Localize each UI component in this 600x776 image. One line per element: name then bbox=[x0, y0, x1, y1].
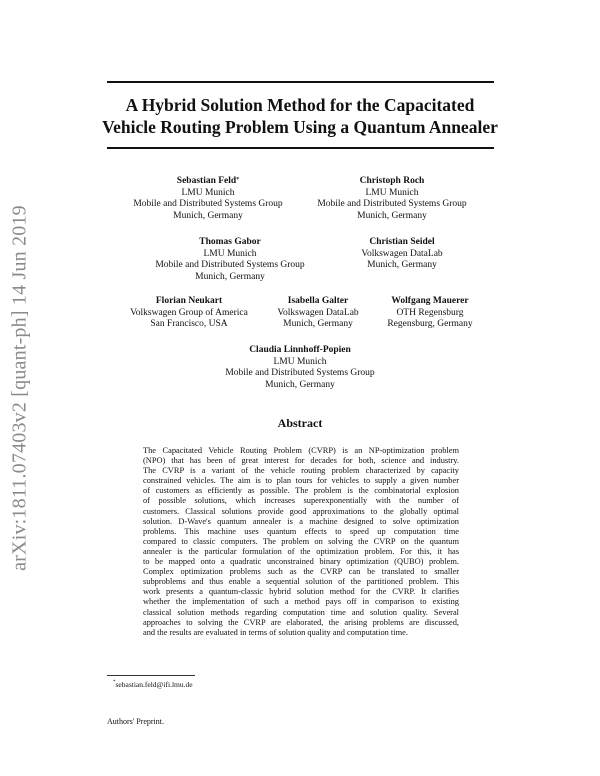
title-rule-top bbox=[107, 81, 494, 83]
author-affiliation: LMU Munich bbox=[181, 187, 235, 198]
author-affiliation: Mobile and Distributed Systems Group bbox=[133, 199, 283, 209]
author-name: Christian Seidel bbox=[369, 237, 435, 247]
author-block bbox=[380, 296, 480, 331]
abstract-line: of possible solutions, which increases superexponentially with the number of bbox=[143, 496, 459, 506]
author-affiliation: LMU Munich bbox=[365, 187, 419, 198]
author-affiliation: Mobile and Distributed Systems Group bbox=[317, 199, 467, 209]
abstract-line: to be mapped onto a quadratic unconstrained binary optimization (QUBO) problem. bbox=[143, 557, 459, 567]
abstract-line: customers. Classical solutions provide good approximations to the globally optimal bbox=[143, 506, 459, 516]
author-name: Wolfgang Mauerer bbox=[391, 296, 469, 306]
author-block bbox=[268, 296, 368, 331]
author-name: Claudia Linnhoff-Popien bbox=[249, 345, 351, 355]
author-affiliation: Munich, Germany bbox=[357, 210, 427, 221]
author-affiliation: Mobile and Distributed Systems Group bbox=[225, 368, 375, 378]
abstract-line: The CVRP is a variant of the vehicle routing problem characterized by capacity bbox=[143, 466, 459, 476]
abstract-line: annealer is the particular formulation of the optimization problem. For this, it has bbox=[143, 546, 459, 556]
abstract-line: whether the implementation of such a method pays off in comparison to existing bbox=[143, 597, 459, 607]
abstract-line: (NPO) that has been of great interest for decades for both, science and industry. bbox=[143, 456, 459, 466]
preprint-note: Authors' Preprint. bbox=[107, 717, 164, 726]
author-affiliation: Volkswagen DataLab bbox=[277, 307, 359, 318]
author-name: Thomas Gabor bbox=[199, 237, 261, 247]
author-affiliation: San Francisco, USA bbox=[150, 319, 228, 329]
author-affiliation: Munich, Germany bbox=[283, 319, 353, 329]
abstract-line: and the results are evaluated in terms of solution quality and computation time. bbox=[143, 627, 408, 637]
author-block bbox=[316, 176, 468, 222]
author-block bbox=[124, 296, 254, 331]
arxiv-id: arXiv:1811.07403v2 [quant-ph] 14 Jun 2019 bbox=[8, 205, 31, 571]
author-affiliation: Regensburg, Germany bbox=[387, 319, 473, 329]
author-affiliation: LMU Munich bbox=[273, 356, 327, 367]
author-affiliation: Munich, Germany bbox=[173, 210, 243, 221]
author-name: Sebastian Feld bbox=[176, 176, 237, 186]
author-block bbox=[224, 345, 376, 391]
author-affiliation: LMU Munich bbox=[203, 248, 257, 259]
abstract-line: constrained vehicles. The aim is to plan tours for vehicles to supply a given number bbox=[143, 476, 459, 486]
author-name: Christoph Roch bbox=[359, 176, 425, 186]
footnote-mark: * bbox=[236, 177, 240, 183]
author-affiliation: Volkswagen Group of America bbox=[130, 307, 248, 318]
title-line-2: Vehicle Routing Problem Using a Quantum Annealer bbox=[102, 117, 498, 137]
abstract-line: approaches to solving the CVRP are elaborated, the arising problems are discussed, bbox=[143, 617, 459, 627]
abstract-line: The Capacitated Vehicle Routing Problem (CVRP) is an NP-optimization problem bbox=[143, 446, 459, 455]
author-affiliation: Munich, Germany bbox=[367, 260, 437, 270]
footnote-email: sebastian.feld@ifi.lmu.de bbox=[115, 680, 193, 689]
abstract-line: subproblems and thus enable a sequential solution of the partitioned problem. This bbox=[143, 577, 459, 587]
abstract-line: problems. This machine uses quantum effects to speed up computation time bbox=[143, 526, 459, 536]
footnote-rule bbox=[107, 675, 195, 676]
author-name: Florian Neukart bbox=[155, 296, 223, 306]
abstract-heading: Abstract bbox=[277, 416, 323, 430]
title-rule-bottom bbox=[107, 147, 494, 149]
author-affiliation: Munich, Germany bbox=[195, 271, 265, 282]
title-line-1: A Hybrid Solution Method for the Capacitated bbox=[125, 95, 475, 115]
author-name: Isabella Galter bbox=[287, 296, 349, 306]
abstract-line: solution. D-Wave's quantum annealer is a machine designed to solve optimization bbox=[143, 516, 459, 526]
abstract-line: Complex optimization problems such as the CVRP can be translated to smaller bbox=[143, 567, 459, 577]
abstract-body bbox=[143, 446, 459, 638]
paper-title bbox=[100, 94, 500, 138]
footnote bbox=[113, 680, 193, 689]
author-block bbox=[132, 176, 284, 222]
footnote-mark: * bbox=[113, 680, 116, 685]
abstract-line: of customers as efficiently as possible. The problem is the combinatorial explosion bbox=[143, 486, 459, 496]
author-block bbox=[342, 237, 462, 272]
author-affiliation: Mobile and Distributed Systems Group bbox=[155, 260, 305, 270]
abstract-line: work presents a quantum-classic hybrid solution method for the CVRP. It clarifies bbox=[143, 587, 459, 597]
author-affiliation: Volkswagen DataLab bbox=[361, 248, 443, 259]
abstract-line: classical solution methods regarding computation time and solution quality. Several bbox=[143, 607, 459, 617]
author-block bbox=[154, 237, 306, 283]
author-affiliation: Munich, Germany bbox=[265, 379, 335, 390]
abstract-line: compared to classic computers. The problem on solving the CVRP on the quantum bbox=[143, 536, 459, 546]
author-affiliation: OTH Regensburg bbox=[396, 307, 464, 318]
